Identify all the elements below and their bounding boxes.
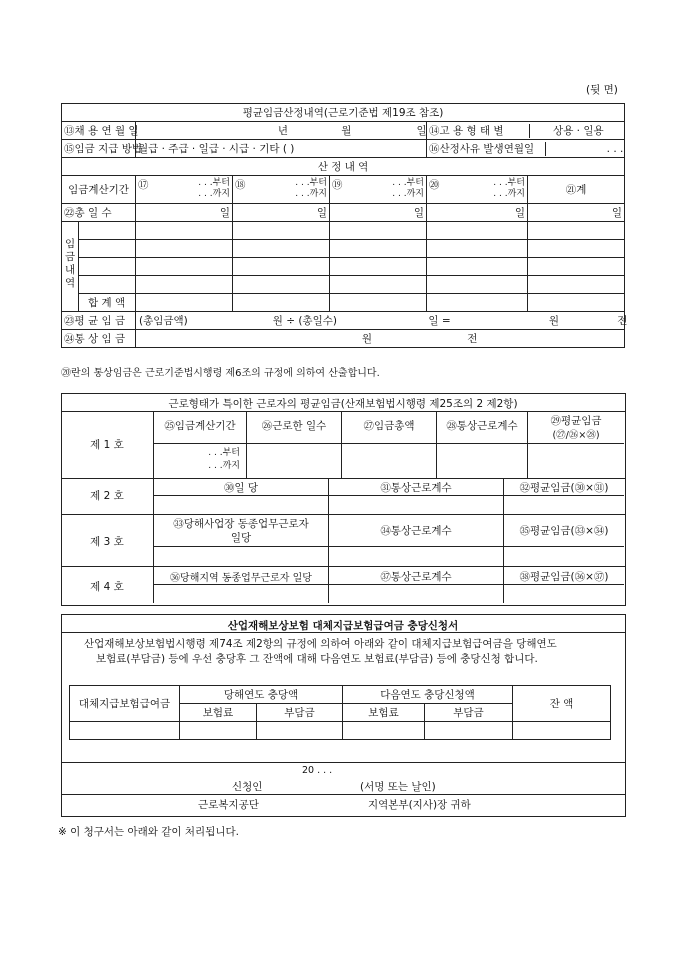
period-from-1: . . .부터 <box>198 178 230 188</box>
wage-detail-label: 임금내역 <box>65 238 76 289</box>
wage-row3-c5[interactable] <box>528 258 625 276</box>
ordinary-won: 원 <box>361 332 372 345</box>
hire-date-field[interactable] <box>136 122 427 140</box>
occur-date-value[interactable]: . . . <box>606 142 624 155</box>
applicant-label: 신청인 <box>232 781 263 793</box>
wage-row4-c1[interactable] <box>136 276 233 294</box>
claim-col-alt: 대체지급보험급여금 <box>70 686 180 722</box>
applicant-sign[interactable]: (서명 또는 날인) <box>360 781 436 793</box>
claim-col-cur: 당해연도 충당액 <box>180 686 343 704</box>
no3-h1b: 일당 <box>230 532 252 544</box>
ordinary-wage-note: ⑳란의 통상임금은 근로기준법시행령 제6조의 규정에 의하여 산출합니다. <box>61 368 380 379</box>
sum-c2[interactable] <box>233 294 330 312</box>
cur-premium-value[interactable] <box>180 722 257 740</box>
wage-row1-c3[interactable] <box>330 222 427 240</box>
wage-row4-c5[interactable] <box>528 276 625 294</box>
hire-month: 월 <box>341 124 352 137</box>
claim-alt-value[interactable] <box>70 722 180 740</box>
period-to-3: . . .까지 <box>392 189 424 199</box>
agency-name: 근로복지공단 <box>198 799 259 811</box>
period-mark-2: ⑱ <box>235 179 246 191</box>
period-cell-1[interactable] <box>136 176 233 204</box>
sum-c3[interactable] <box>330 294 427 312</box>
cur-burden-value[interactable] <box>257 722 343 740</box>
period-mark-4: ⑳ <box>429 179 440 191</box>
page-marker: (뒷 면) <box>586 84 618 96</box>
period-label: 임금계산기간 <box>62 176 136 204</box>
no4-h3: ㊳평균임금(㊱×㊲) <box>519 571 609 583</box>
cur-burden-head: 부담금 <box>257 704 343 722</box>
wage-row2-c2[interactable] <box>233 240 330 258</box>
no1-h2: ㉖근로한 일수 <box>261 420 327 432</box>
claim-table <box>69 685 611 740</box>
wage-row4-c4[interactable] <box>427 276 528 294</box>
total-days-label: ㉒총 일 수 <box>62 204 136 222</box>
special-title: 근로형태가 특이한 근로자의 평균임금(산재보험법시행령 제25조의 2 제2항) <box>168 398 518 410</box>
period-cell-3[interactable] <box>330 176 427 204</box>
wage-detail-label-cell <box>62 222 136 312</box>
period-to-1: . . .까지 <box>198 189 230 199</box>
no1-h5a: ㉙평균임금 <box>550 415 602 427</box>
period-total: ㉑계 <box>528 176 625 204</box>
rest-value[interactable] <box>513 722 611 740</box>
no1-h5b: (㉗/㉖×㉘) <box>552 430 600 441</box>
no2-h1: ㉚일 당 <box>223 482 259 494</box>
claim-para-1: 산업재해보상보험법시행령 제74조 제2항의 규정에 의하여 아래와 같이 대체지급보험급여금을 당해연도 <box>84 638 557 650</box>
no3-h2: ㉞통상근로계수 <box>380 525 452 537</box>
claim-para-2: 보험료(부담금) 등에 우선 충당후 그 잔액에 대해 다음연도 보험료(부담금) 등에 충당신청 합니다. <box>96 653 538 665</box>
wage-row3-c4[interactable] <box>427 258 528 276</box>
wage-row2-c1[interactable] <box>136 240 233 258</box>
period-cell-2[interactable] <box>233 176 330 204</box>
no2-label: 제 2 호 <box>90 490 124 502</box>
wage-row1-c5[interactable] <box>528 222 625 240</box>
hire-date-label: ⑬채 용 연 월 일 <box>62 122 136 140</box>
sum-c4[interactable] <box>427 294 528 312</box>
wage-row2-c4[interactable] <box>427 240 528 258</box>
next-burden-head: 부담금 <box>425 704 513 722</box>
days-4[interactable]: 일 <box>427 204 528 222</box>
avg-wage-label: ㉓평 균 임 금 <box>62 312 136 330</box>
avg-formula-days: 일 = <box>428 314 451 327</box>
avg-formula-divide: 원 ÷ (총일수) <box>272 314 337 327</box>
period-from-2: . . .부터 <box>295 178 327 188</box>
pay-method-label: ⑮임금 지급 방법 <box>62 140 136 158</box>
claim-title: 산업재해보상보험 대체지급보험급여금 충당신청서 <box>227 620 459 632</box>
hire-year: 년 <box>277 124 288 137</box>
period-to-4: . . .까지 <box>493 189 525 199</box>
days-1[interactable]: 일 <box>136 204 233 222</box>
period-mark-3: ⑲ <box>332 179 343 191</box>
no3-h1a: ㉝당해사업장 동종업무근로자 <box>173 518 309 530</box>
ordinary-wage-label: ㉔통 상 임 금 <box>62 330 136 348</box>
period-cell-4[interactable] <box>427 176 528 204</box>
next-premium-value[interactable] <box>343 722 425 740</box>
period-from-4: . . .부터 <box>493 178 525 188</box>
no3-h3: ㉟평균임금(㉝×㉞) <box>519 525 609 537</box>
avg-won: 원 <box>548 314 560 327</box>
claim-date[interactable]: 20 . . . <box>302 765 333 776</box>
sum-c5[interactable] <box>528 294 625 312</box>
wage-row4-c2[interactable] <box>233 276 330 294</box>
wage-row1-c1[interactable] <box>136 222 233 240</box>
days-total[interactable]: 일 <box>528 204 625 222</box>
calc-header: 산 정 내 역 <box>62 158 625 176</box>
avg-wage-formula[interactable] <box>136 312 628 330</box>
wage-row2-c5[interactable] <box>528 240 625 258</box>
wage-row3-c3[interactable] <box>330 258 427 276</box>
no1-period-to[interactable]: . . .까지 <box>208 461 240 471</box>
wage-row3-c1[interactable] <box>136 258 233 276</box>
period-from-3: . . .부터 <box>392 178 424 188</box>
no1-h1: ㉕임금계산기간 <box>164 420 236 432</box>
average-wage-table <box>61 103 628 348</box>
no1-h4: ㉘통상근로계수 <box>446 420 518 432</box>
footer-note: ※ 이 청구서는 아래와 같이 처리됩니다. <box>58 826 239 838</box>
employment-type-label: ⑭고 용 형 태 별 <box>427 124 530 138</box>
wage-row1-c4[interactable] <box>427 222 528 240</box>
sum-label: 합 계 액 <box>88 297 126 309</box>
employment-type-cell <box>427 122 625 140</box>
claim-col-rest: 잔 액 <box>513 686 611 722</box>
no4-h1: ㊱당해지역 동종업무근로자 일당 <box>170 573 312 584</box>
claim-col-next: 다음연도 충당신청액 <box>343 686 513 704</box>
wage-row4-c3[interactable] <box>330 276 427 294</box>
no2-h2: ㉛통상근로계수 <box>380 482 452 494</box>
days-2[interactable]: 일 <box>233 204 330 222</box>
no3-label: 제 3 호 <box>90 536 124 548</box>
wage-row2-c3[interactable] <box>330 240 427 258</box>
no1-period-from[interactable]: . . .부터 <box>208 448 240 458</box>
pay-method-value[interactable]: 월급 · 주급 · 일급 · 시급 · 기타 ( ) <box>136 140 427 158</box>
no4-h2: ㊲통상근로계수 <box>380 571 452 583</box>
days-3[interactable]: 일 <box>330 204 427 222</box>
period-to-2: . . .까지 <box>295 189 327 199</box>
no1-label: 제 1 호 <box>90 439 124 451</box>
avg-formula-total-wage: (총임금액) <box>139 314 188 327</box>
sum-c1[interactable] <box>136 294 233 312</box>
avg-jeon: 전 <box>617 314 628 327</box>
occur-date-label: ⑯산정사유 발생연월일 <box>427 142 546 156</box>
no4-label: 제 4 호 <box>90 581 124 593</box>
ordinary-wage-value[interactable] <box>136 330 625 348</box>
hire-day: 일 <box>416 124 427 137</box>
avg-title: 평균임금산정내역(근로기준법 제19조 참조) <box>62 104 625 122</box>
ordinary-jeon: 전 <box>467 332 478 345</box>
employment-type-value[interactable]: 상용 · 일용 <box>553 124 604 137</box>
period-mark-1: ⑰ <box>138 179 149 191</box>
cur-premium-head: 보험료 <box>180 704 257 722</box>
no2-h3: ㉜평균임금(㉚×㉛) <box>519 482 609 494</box>
next-burden-value[interactable] <box>425 722 513 740</box>
branch-addressee: 지역본부(지사)장 귀하 <box>368 799 471 811</box>
no1-h3: ㉗임금총액 <box>363 420 415 432</box>
wage-row3-c2[interactable] <box>233 258 330 276</box>
wage-row1-c2[interactable] <box>233 222 330 240</box>
occur-date-cell <box>427 140 625 158</box>
next-premium-head: 보험료 <box>343 704 425 722</box>
